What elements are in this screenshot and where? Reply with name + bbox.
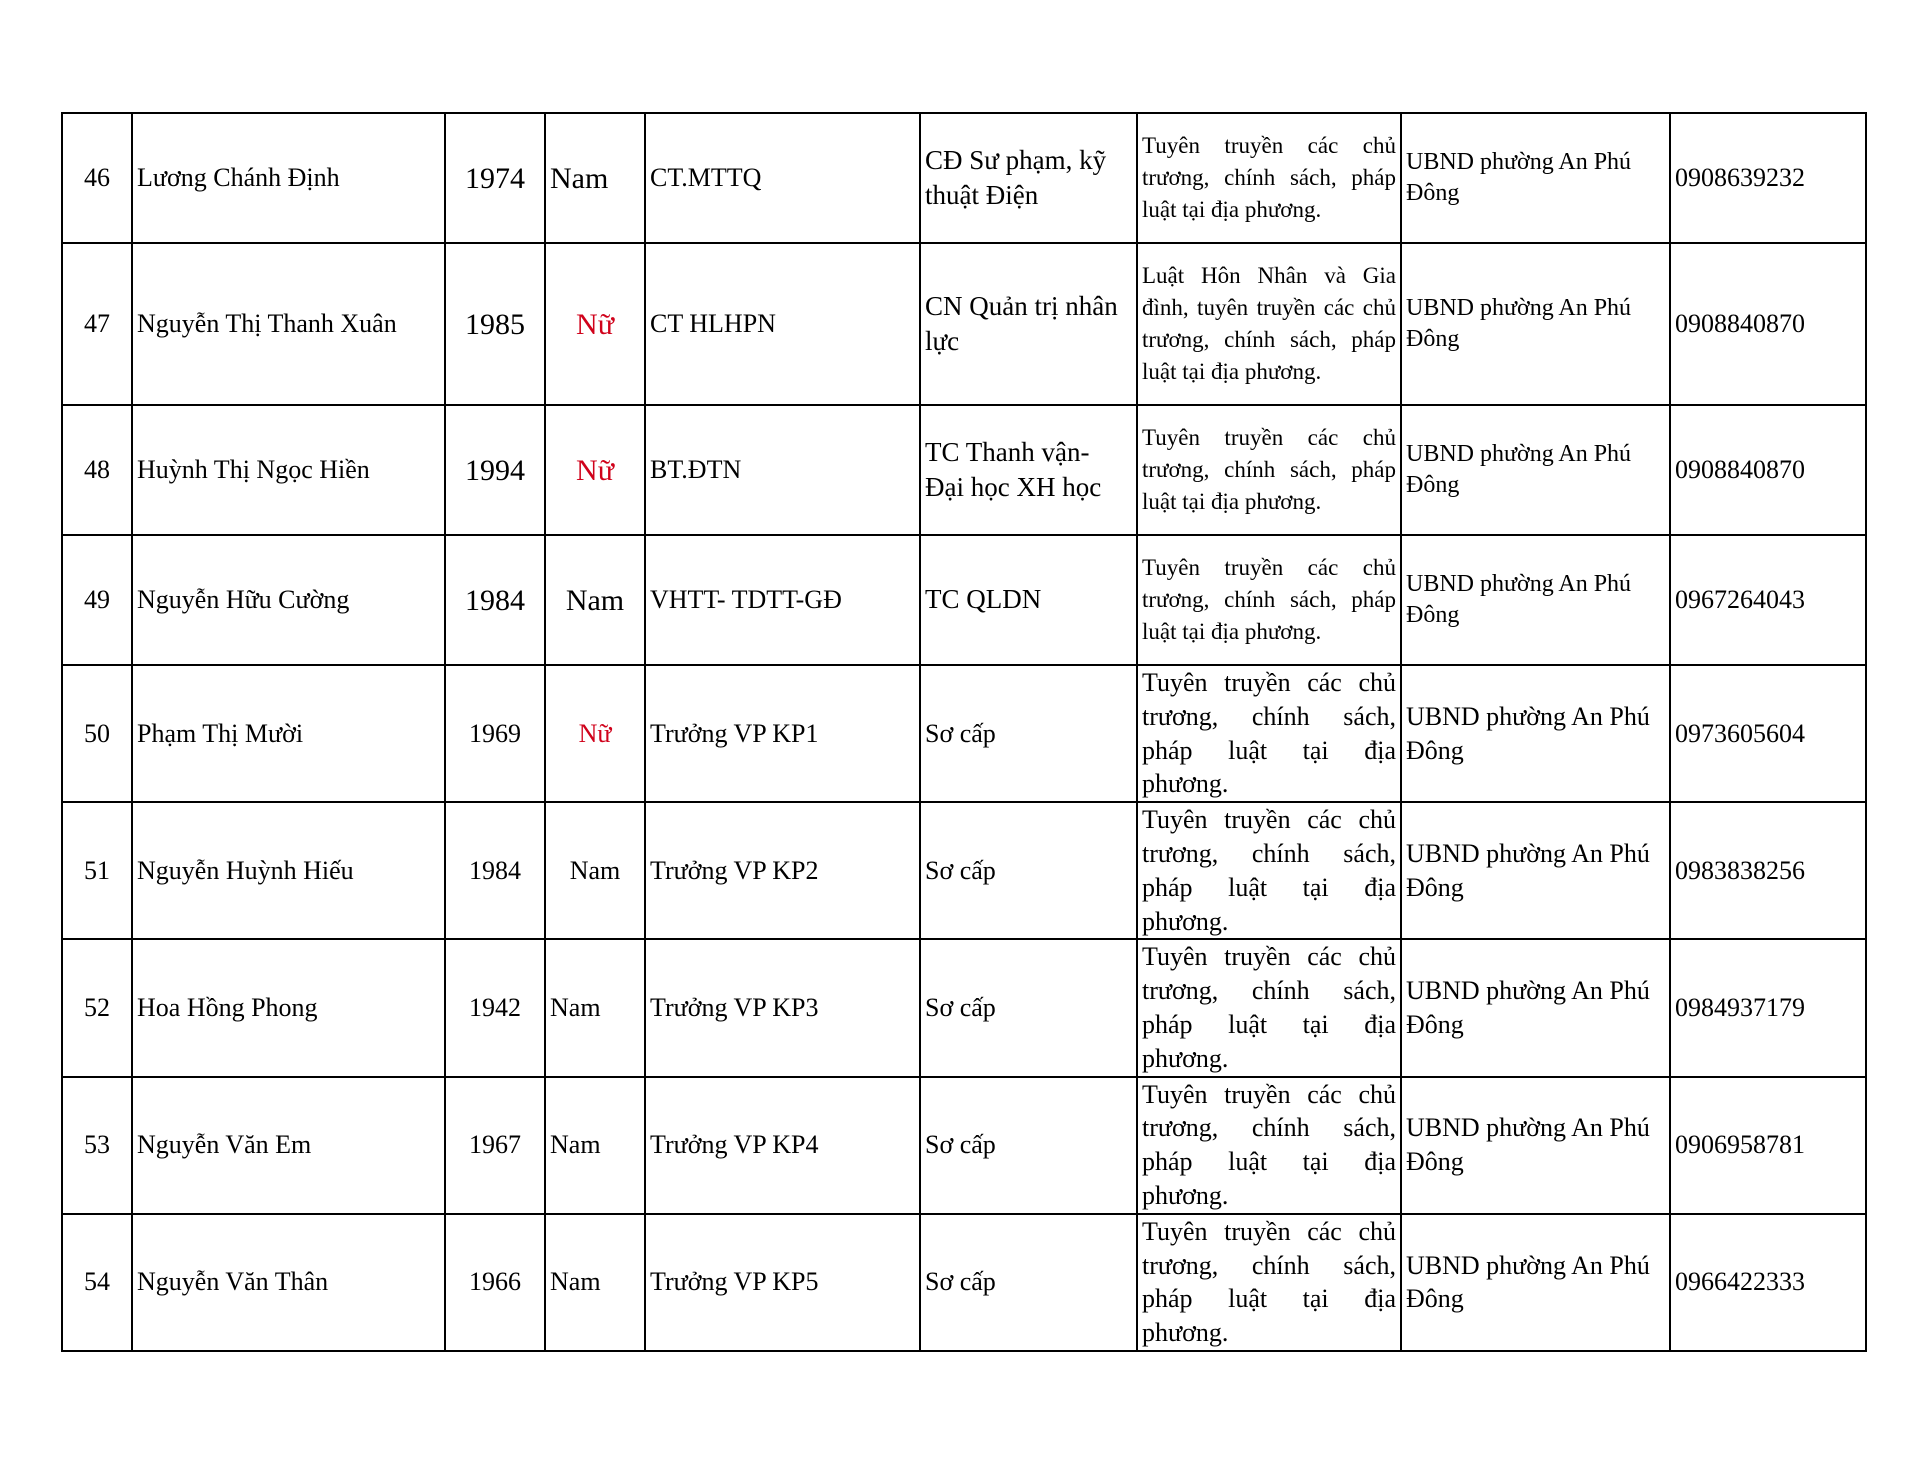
work-unit: UBND phường An Phú Đông [1401,802,1670,939]
education: TC Thanh vận- Đại học XH học [920,405,1137,535]
task-description: Tuyên truyền các chủ trương, chính sách, pháp luật tại địa phương. [1137,939,1401,1076]
task-description: Luật Hôn Nhân và Gia đình, tuyên truyền các chủ trương, chính sách, pháp luật tại địa phương. [1137,243,1401,405]
row-number: 50 [62,665,132,802]
position: VHTT- TDTT-GĐ [645,535,920,665]
education: CN Quản trị nhân lực [920,243,1137,405]
task-description: Tuyên truyền các chủ trương, chính sách, pháp luật tại địa phương. [1137,1214,1401,1351]
roster-table [61,112,1867,1352]
table-row [62,665,1866,802]
row-number: 53 [62,1077,132,1214]
person-name: Huỳnh Thị Ngọc Hiền [132,405,445,535]
birth-year: 1966 [445,1214,545,1351]
birth-year: 1984 [445,535,545,665]
task-description: Tuyên truyền các chủ trương, chính sách, pháp luật tại địa phương. [1137,113,1401,243]
row-number: 49 [62,535,132,665]
row-number: 48 [62,405,132,535]
table-row [62,1214,1866,1351]
birth-year: 1985 [445,243,545,405]
phone-number: 0906958781 [1670,1077,1866,1214]
position: Trưởng VP KP4 [645,1077,920,1214]
table-row [62,802,1866,939]
roster-body [62,113,1866,1351]
row-number: 52 [62,939,132,1076]
work-unit: UBND phường An Phú Đông [1401,1214,1670,1351]
gender: Nữ [545,405,645,535]
education: Sơ cấp [920,665,1137,802]
table-row [62,405,1866,535]
row-number: 47 [62,243,132,405]
row-number: 46 [62,113,132,243]
phone-number: 0908840870 [1670,405,1866,535]
phone-number: 0908840870 [1670,243,1866,405]
position: Trưởng VP KP5 [645,1214,920,1351]
phone-number: 0973605604 [1670,665,1866,802]
work-unit: UBND phường An Phú Đông [1401,243,1670,405]
education: Sơ cấp [920,939,1137,1076]
gender: Nam [545,535,645,665]
person-name: Nguyễn Hữu Cường [132,535,445,665]
birth-year: 1942 [445,939,545,1076]
work-unit: UBND phường An Phú Đông [1401,665,1670,802]
row-number: 51 [62,802,132,939]
gender: Nam [545,939,645,1076]
position: Trưởng VP KP2 [645,802,920,939]
person-name: Phạm Thị Mười [132,665,445,802]
work-unit: UBND phường An Phú Đông [1401,939,1670,1076]
table-row [62,243,1866,405]
birth-year: 1967 [445,1077,545,1214]
person-name: Lương Chánh Định [132,113,445,243]
gender: Nam [545,113,645,243]
position: Trưởng VP KP3 [645,939,920,1076]
gender: Nữ [545,665,645,802]
birth-year: 1984 [445,802,545,939]
person-name: Nguyễn Văn Thân [132,1214,445,1351]
person-name: Hoa Hồng Phong [132,939,445,1076]
work-unit: UBND phường An Phú Đông [1401,1077,1670,1214]
work-unit: UBND phường An Phú Đông [1401,405,1670,535]
phone-number: 0967264043 [1670,535,1866,665]
work-unit: UBND phường An Phú Đông [1401,535,1670,665]
position: CT HLHPN [645,243,920,405]
birth-year: 1994 [445,405,545,535]
phone-number: 0908639232 [1670,113,1866,243]
education: CĐ Sư phạm, kỹ thuật Điện [920,113,1137,243]
gender: Nam [545,1214,645,1351]
work-unit: UBND phường An Phú Đông [1401,113,1670,243]
phone-number: 0966422333 [1670,1214,1866,1351]
position: CT.MTTQ [645,113,920,243]
gender: Nữ [545,243,645,405]
education: TC QLDN [920,535,1137,665]
phone-number: 0984937179 [1670,939,1866,1076]
task-description: Tuyên truyền các chủ trương, chính sách, pháp luật tại địa phương. [1137,535,1401,665]
task-description: Tuyên truyền các chủ trương, chính sách, pháp luật tại địa phương. [1137,1077,1401,1214]
row-number: 54 [62,1214,132,1351]
task-description: Tuyên truyền các chủ trương, chính sách, pháp luật tại địa phương. [1137,665,1401,802]
education: Sơ cấp [920,1214,1137,1351]
task-description: Tuyên truyền các chủ trương, chính sách, pháp luật tại địa phương. [1137,802,1401,939]
position: BT.ĐTN [645,405,920,535]
person-name: Nguyễn Huỳnh Hiếu [132,802,445,939]
table-row [62,113,1866,243]
birth-year: 1969 [445,665,545,802]
education: Sơ cấp [920,1077,1137,1214]
table-row [62,939,1866,1076]
position: Trưởng VP KP1 [645,665,920,802]
task-description: Tuyên truyền các chủ trương, chính sách, pháp luật tại địa phương. [1137,405,1401,535]
education: Sơ cấp [920,802,1137,939]
birth-year: 1974 [445,113,545,243]
person-name: Nguyễn Thị Thanh Xuân [132,243,445,405]
phone-number: 0983838256 [1670,802,1866,939]
person-name: Nguyễn Văn Em [132,1077,445,1214]
table-row [62,1077,1866,1214]
table-row [62,535,1866,665]
gender: Nam [545,1077,645,1214]
gender: Nam [545,802,645,939]
